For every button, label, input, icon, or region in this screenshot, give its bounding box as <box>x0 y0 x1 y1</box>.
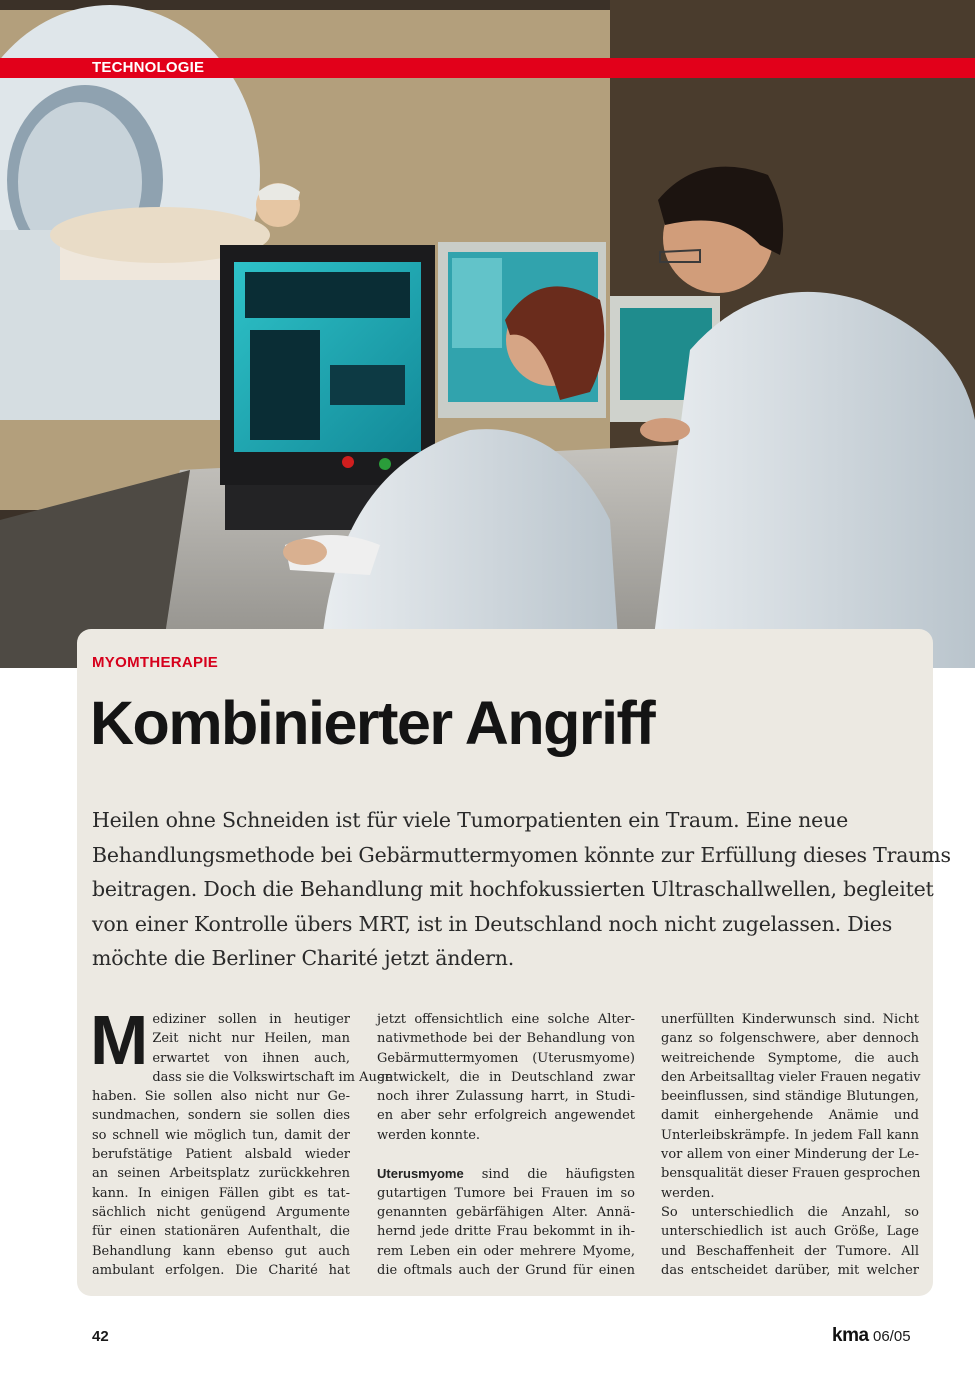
body-line: entwickelt, die in Deutschland zwar <box>377 1069 635 1085</box>
hero-photo <box>0 0 975 668</box>
body-line: damit einhergehende Anämie und <box>661 1108 919 1124</box>
body-line: jetzt offensichtlich eine solche Alter- <box>377 1012 635 1027</box>
body-line: ediziner sollen in heutiger <box>152 1012 350 1027</box>
body-line: genannten gebärfähigen Alter. Annä- <box>377 1204 635 1220</box>
body-line: sächlich nicht genügend Argumente <box>92 1204 350 1220</box>
paragraph-gap <box>377 1145 635 1164</box>
body-line: Zeit nicht nur Heilen, man <box>152 1031 350 1047</box>
bold-lead-word: Uterusmyome <box>377 1166 464 1182</box>
body-line: So unterschiedlich die Anzahl, so <box>661 1204 919 1220</box>
section-label: TECHNOLOGIE <box>92 59 205 76</box>
body-line: rem Leben ein oder mehrere Myome, <box>377 1243 635 1259</box>
body-line: das entscheidet darüber, mit welcher <box>661 1262 919 1278</box>
body-line: Unterleibskrämpfe. In jedem Fall kann <box>661 1127 919 1143</box>
lead-line: Heilen ohne Schneiden ist für viele Tumorpatienten ein Traum. Eine neue <box>92 808 849 832</box>
body-line: kann. In einigen Fällen gibt es tat- <box>92 1185 350 1201</box>
body-line: und Beschaffenheit der Tumore. All <box>661 1243 919 1259</box>
body-line: unerfüllten Kinderwunsch sind. Nicht <box>661 1012 919 1027</box>
article-lead <box>92 803 951 976</box>
body-line: Behandlung kann ebenso gut auch <box>92 1243 350 1259</box>
body-line: werden konnte. <box>377 1127 481 1143</box>
section-bar <box>0 58 975 78</box>
body-line: haben. Sie sollen also nicht nur Ge- <box>92 1089 350 1105</box>
body-line: werden. <box>661 1185 715 1201</box>
issue-number: 06/05 <box>873 1328 911 1345</box>
hero-photo-illustration <box>0 0 975 668</box>
lead-line: von einer Kontrolle übers MRT, ist in Deutschland noch nicht zugelassen. Dies <box>92 911 893 936</box>
body-line: unterschiedlich ist auch Größe, Lage <box>661 1224 919 1240</box>
body-line: hernd jede dritte Frau bekommt in ih- <box>377 1224 635 1240</box>
body-column-3 <box>661 1010 919 1280</box>
article-kicker: MYOMTHERAPIE <box>92 654 219 671</box>
magazine-logo: kma <box>832 1325 869 1346</box>
body-line: beeinflussen, sind ständige Blutungen, <box>661 1089 919 1105</box>
body-line <box>377 1164 635 1183</box>
article-headline: Kombinierter Angriff <box>90 689 655 757</box>
body-line: dass sie die Volkswirtschaft im Auge <box>152 1069 393 1085</box>
body-line: sundmachen, sondern sie sollen dies <box>92 1108 350 1124</box>
lead-line: Behandlungsmethode bei Gebärmuttermyomen könnte zur Erfüllung dieses Traums <box>92 842 951 867</box>
body-line: ganz so folgenschwere, aber dennoch <box>661 1031 919 1047</box>
drop-cap: M <box>90 1001 149 1079</box>
body-line: bensqualität dieser Frauen gesprochen <box>661 1166 921 1182</box>
body-line: en aber sehr erfolgreich angewendet <box>377 1108 635 1124</box>
body-line: gutartigen Tumore bei Frauen im so <box>377 1185 635 1201</box>
body-line-rest: sind die häufigsten <box>463 1167 635 1183</box>
body-line: an seinen Arbeitsplatz zurückkehren <box>92 1166 350 1182</box>
body-line: den Arbeitsalltag vieler Frauen negativ <box>661 1069 921 1085</box>
body-line: berufstätige Patient alsbald wieder <box>92 1147 350 1163</box>
body-line: vor allem von einer Minderung der Le- <box>661 1147 919 1163</box>
body-column-2 <box>377 1010 635 1280</box>
body-line: weitreichende Symptome, die auch <box>661 1050 919 1066</box>
body-line: noch ihrer Zulassung harrt, in Studi- <box>377 1089 635 1105</box>
lead-line: möchte die Berliner Charité jetzt ändern. <box>92 946 515 970</box>
body-column-1 <box>90 1001 393 1280</box>
lead-line: beitragen. Doch die Behandlung mit hochfokussierten Ultraschallwellen, begleitet <box>92 877 934 901</box>
page-number: 42 <box>92 1328 109 1345</box>
body-line: ambulant erfolgen. Die Charité hat <box>92 1262 350 1278</box>
body-line: Gebärmuttermyomen (Uterusmyome) <box>377 1050 635 1066</box>
body-line: die oftmals auch der Grund für einen <box>377 1262 635 1278</box>
body-line: nativmethode bei der Behandlung von <box>377 1031 635 1047</box>
body-line: für einen stationären Aufenthalt, die <box>92 1224 350 1240</box>
body-line: erwartet von ihnen auch, <box>152 1050 350 1066</box>
body-line: so schnell wie möglich tun, damit der <box>92 1127 350 1143</box>
